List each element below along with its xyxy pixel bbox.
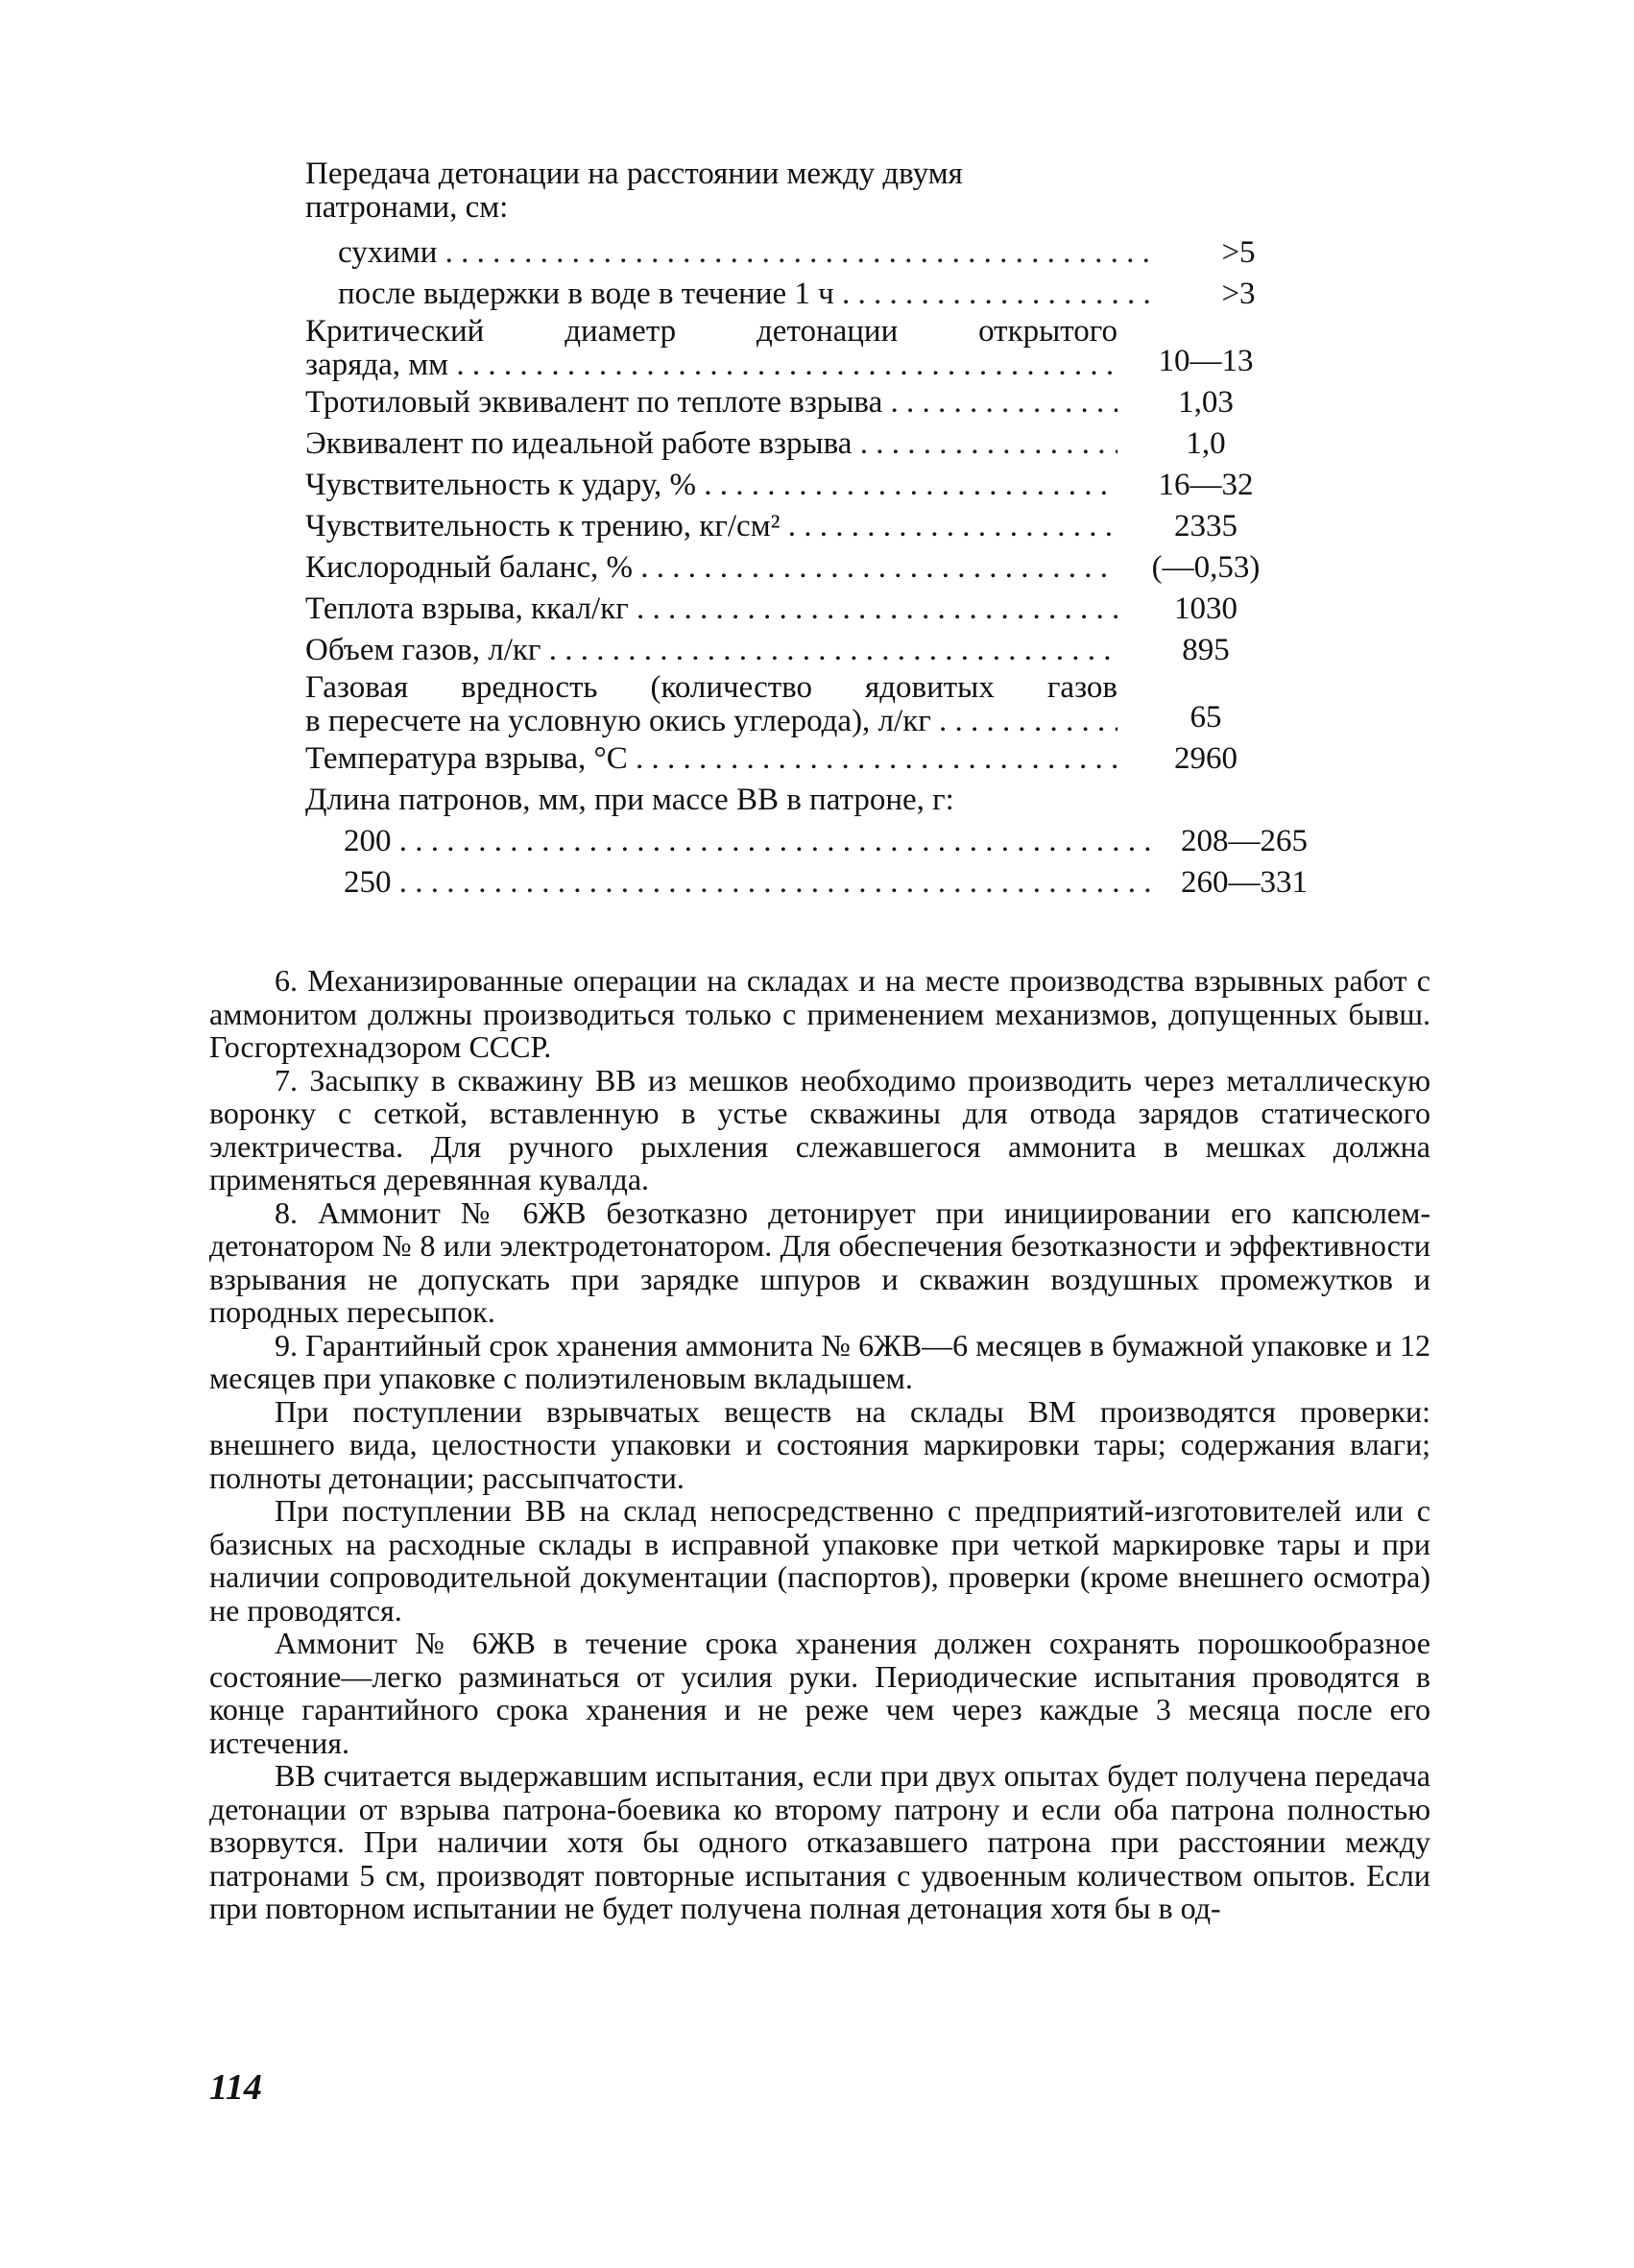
row-value: 895 bbox=[1182, 633, 1230, 667]
paragraph: ВВ считается выдержавшим испытания, если при двух опытах будет получена передача детонации от взрыва патрона-боевика ко второму патрону и если оба патрона полностью взорвутся. При наличии хотя бы одного отказавшего патрона при расстоянии между патронами 5 см, производят повторные испытания с удвоенным количеством опытов. Если при повторном испытании не будет получена полная детонация хотя бы в од- bbox=[209, 1758, 1430, 1925]
row-label: 200 bbox=[344, 824, 392, 858]
paragraph: 9. Гарантийный срок хранения аммонита № 6ЖВ—6 месяцев в бумажной упаковке и 12 месяцев при упаковке с полиэтиленовым вкладышем. bbox=[209, 1327, 1430, 1395]
row-label-line2: в пересчете на условную окись углерода), л/кг bbox=[305, 705, 931, 738]
table-row bbox=[305, 465, 1294, 506]
row-value: 1030 bbox=[1174, 591, 1238, 626]
row-value: 2960 bbox=[1174, 741, 1238, 776]
row-value: 16—32 bbox=[1158, 468, 1254, 502]
row-label: Чувствительность к удару, % bbox=[305, 468, 696, 502]
row-label: сухими bbox=[338, 235, 438, 270]
row-value: 260—331 bbox=[1181, 865, 1308, 900]
paragraph: При поступлении ВВ на склад непосредственно с предприятий-изготовителей или с базисных на расходные склады в исправной упаковке при четкой маркировке тары и при наличии сопроводительной документации (паспортов), проверки (кроме внешнего осмотра) не проводятся. bbox=[209, 1493, 1430, 1628]
table-row bbox=[305, 671, 1294, 738]
table-row bbox=[305, 547, 1294, 589]
row-label: Теплота взрыва, ккал/кг bbox=[305, 591, 629, 626]
table-row bbox=[305, 274, 1294, 315]
table-heading: Передача детонации на расстоянии между двумя патронами, см: bbox=[305, 157, 963, 225]
table-row bbox=[305, 630, 1294, 671]
row-label: после выдержки в воде в течение 1 ч bbox=[338, 277, 834, 311]
table-row bbox=[305, 506, 1294, 547]
row-label: Температура взрыва, °С bbox=[305, 741, 628, 776]
row-value: 10—13 bbox=[1158, 344, 1254, 378]
table-row bbox=[305, 315, 1294, 382]
row-label: Кислородный баланс, % bbox=[305, 550, 634, 585]
paragraph: 8. Аммонит № 6ЖВ безотказно детонирует при инициировании его капсюлем-детонатором № 8 или электродетонатором. Для обеспечения безотказности и эффективности взрывания не допускать при зарядке шпуров и скважин воздушных промежутков и породных пересыпок. bbox=[209, 1194, 1430, 1329]
paragraph: Аммонит № 6ЖВ в течение срока хранения должен сохранять порошкообразное состояние—легко разминаться от усилия руки. Периодические испытания проводятся в конце гарантийного срока хранения и не реже чем через каждые 3 месяца после его истечения. bbox=[209, 1626, 1430, 1760]
row-value: 208—265 bbox=[1181, 824, 1308, 858]
table-row bbox=[305, 382, 1294, 423]
table-row bbox=[305, 423, 1294, 465]
table-row bbox=[305, 232, 1294, 274]
page-number: 114 bbox=[209, 2067, 262, 2108]
table-row bbox=[305, 738, 1294, 780]
paragraph: 7. Засыпку в скважину ВВ из мешков необходимо производить через металлическую воронку с сеткой, вставленную в устье скважины для отвода зарядов статического электричества. Для ручного рыхления слежавшегося аммонита в мешках должна применяться деревянная кувалда. bbox=[209, 1062, 1430, 1196]
length-heading: Длина патронов, мм, при массе ВВ в патроне, г: bbox=[305, 783, 954, 817]
row-value: 65 bbox=[1189, 700, 1222, 735]
row-value: >5 bbox=[1221, 235, 1256, 270]
row-label-line2: заряда, мм bbox=[305, 349, 449, 382]
table-row bbox=[305, 862, 1308, 904]
row-value: 1,03 bbox=[1178, 385, 1234, 420]
paragraph: При поступлении взрывчатых веществ на склады ВМ производятся проверки: внешнего вида, целостности упаковки и состояния маркировки тары; содержания влаги; полноты детонации; рассыпчатости. bbox=[209, 1393, 1430, 1495]
row-value: >3 bbox=[1221, 277, 1256, 311]
body-text bbox=[209, 964, 1430, 1925]
row-label: Тротиловый эквивалент по теплоте взрыва bbox=[305, 385, 883, 420]
table-row bbox=[305, 780, 1294, 821]
row-label-line1: Газовая вредность (количество ядовитых газов bbox=[305, 671, 1117, 705]
row-label: Объем газов, л/кг bbox=[305, 633, 541, 667]
row-value: (—0,53) bbox=[1151, 550, 1261, 585]
paragraph: 6. Механизированные операции на складах и на месте производства взрывных работ с аммонитом должны производиться только с применением механизмов, допущенных бывш. Госгортехнадзором СССР. bbox=[209, 963, 1430, 1064]
row-label: Эквивалент по идеальной работе взрыва bbox=[305, 426, 853, 461]
properties-table bbox=[305, 157, 1308, 904]
row-label: 250 bbox=[344, 865, 392, 900]
table-row bbox=[305, 821, 1308, 862]
row-value: 1,0 bbox=[1186, 426, 1226, 461]
row-label: Чувствительность к трению, кг/см² bbox=[305, 509, 781, 543]
table-row bbox=[305, 589, 1294, 630]
row-value: 2335 bbox=[1174, 509, 1238, 543]
row-label-line1: Критический диаметр детонации открытого bbox=[305, 315, 1117, 349]
